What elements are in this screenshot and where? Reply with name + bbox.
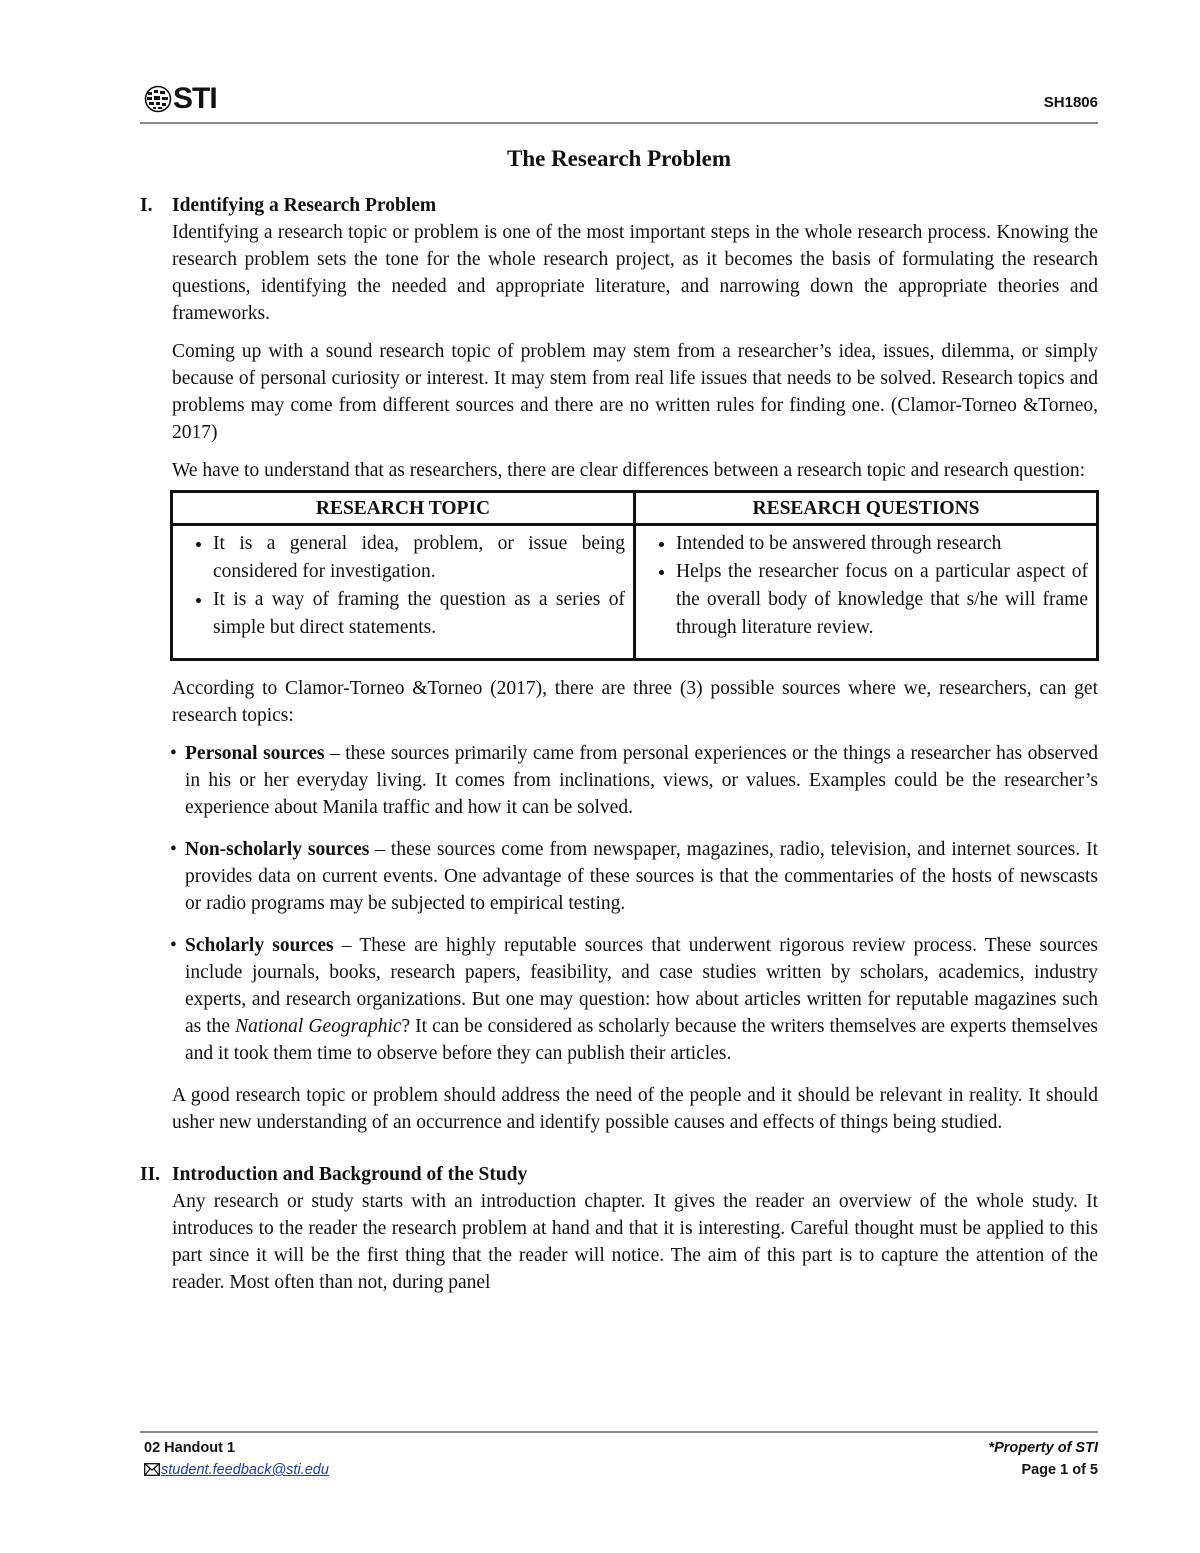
table-header-row <box>172 492 1098 525</box>
bullet-icon: • <box>170 743 177 764</box>
source-term: Scholarly sources <box>185 935 334 956</box>
footer-right <box>988 1437 1098 1481</box>
property-label: *Property of STI <box>988 1440 1098 1456</box>
paragraph: According to Clamor-Torneo &Torneo (2017), there are three (3) possible sources where we, researchers, can get research topics: <box>172 678 1098 726</box>
source-term: Non-scholarly sources <box>185 839 370 860</box>
list-item <box>170 836 1098 917</box>
list-item: • It is a general idea, problem, or issue being considered for investigation. <box>213 530 625 586</box>
source-description: – these sources primarily came from personal experiences or the things a researcher has observed in his or her everyday living. It comes from inclinations, views, or values. Examples could be the researcher’s experience about Manila traffic and how it can be solved. <box>185 743 1098 818</box>
table-header-topic: RESEARCH TOPIC <box>172 492 635 525</box>
list-item: • Helps the researcher focus on a particular aspect of the overall body of knowledge that s/he will frame through literature review. <box>676 558 1088 642</box>
paragraph: Identifying a research topic or problem is one of the most important steps in the whole research process. Knowing the research problem sets the tone for the whole research project, as it becomes the basis of formulating the research questions, identifying the needed and appropriate literature, and narrowing down the appropriate theories and frameworks. <box>172 222 1098 324</box>
table-cell-topic <box>172 525 635 660</box>
paragraph: Any research or study starts with an introduction chapter. It gives the reader an overview of the whole study. It introduces to the reader the research problem at hand and that it is interesting. Careful thought must be applied to this part since it will be the first thing that the reader will notice. The aim of this part is to capture the attention of the reader. Most often than not, during panel <box>172 1191 1098 1293</box>
footer-left <box>144 1437 329 1481</box>
section-heading-2 <box>140 1161 1098 1188</box>
list-item: • It is a way of framing the question as a series of simple but direct statements. <box>213 586 625 642</box>
feedback-email-link[interactable]: student.feedback@sti.edu <box>161 1462 329 1478</box>
globe-icon <box>144 85 172 113</box>
document-body <box>140 140 1098 1307</box>
header-divider <box>140 122 1098 124</box>
page-header <box>140 82 1098 122</box>
paragraph: A good research topic or problem should address the need of the people and it should be relevant in reality. It should usher new understanding of an occurrence and identify possible causes and effects of things being studied. <box>172 1085 1098 1133</box>
section-title: Introduction and Background of the Study <box>172 1164 528 1185</box>
page-title: The Research Problem <box>506 146 731 171</box>
section-title: Identifying a Research Problem <box>172 195 437 216</box>
list-item <box>170 932 1098 1067</box>
section-heading-1 <box>140 192 1098 219</box>
topic-vs-question-table <box>170 490 1099 661</box>
paragraph: We have to understand that as researchers, there are clear differences between a research topic and research question: <box>172 460 1086 481</box>
document-code: SH1806 <box>1043 94 1098 111</box>
footer-divider <box>140 1431 1098 1433</box>
source-description: – These are highly reputable sources that underwent rigorous review process. These sources include journals, books, research papers, feasibility, and case studies written by scholars, academics, industry experts, and research organizations. But one may question: how about articles written for reputable magazines such as the <box>185 935 1098 1037</box>
magazine-title: National Geographic <box>235 1016 402 1037</box>
bullet-icon: • <box>170 839 177 860</box>
logo-text: STI <box>173 82 217 115</box>
list-item <box>170 740 1098 821</box>
table-header-questions: RESEARCH QUESTIONS <box>635 492 1098 525</box>
mail-icon <box>144 1463 160 1476</box>
sources-list <box>170 740 1098 1067</box>
paragraph: Coming up with a sound research topic of problem may stem from a researcher’s idea, issues, dilemma, or simply because of personal curiosity or interest. It may stem from real life issues that needs to be solved. Research topics and problems may come from different sources and there are no written rules for finding one. (Clamor-Torneo &Torneo, 2017) <box>172 341 1098 443</box>
handout-label: 02 Handout 1 <box>144 1440 236 1456</box>
table-row <box>172 525 1098 660</box>
section-number: II. <box>140 1164 161 1185</box>
list-item: • Intended to be answered through research <box>676 530 1088 558</box>
page-number: Page 1 of 5 <box>1021 1462 1098 1478</box>
sti-logo <box>144 82 217 116</box>
section-number: I. <box>140 195 153 216</box>
bullet-icon: • <box>170 935 177 956</box>
table-cell-questions <box>635 525 1098 660</box>
source-description-cont: ? It can be considered as scholarly because the writers themselves are experts themselves and it took them time to observe before they can publish their articles. <box>185 1016 1098 1064</box>
source-term: Personal sources <box>185 743 325 764</box>
source-description: – these sources come from newspaper, magazines, radio, television, and internet sources. It provides data on current events. One advantage of these sources is that the commentaries of the hosts of newscasts or radio programs may be subjected to empirical testing. <box>185 839 1098 914</box>
